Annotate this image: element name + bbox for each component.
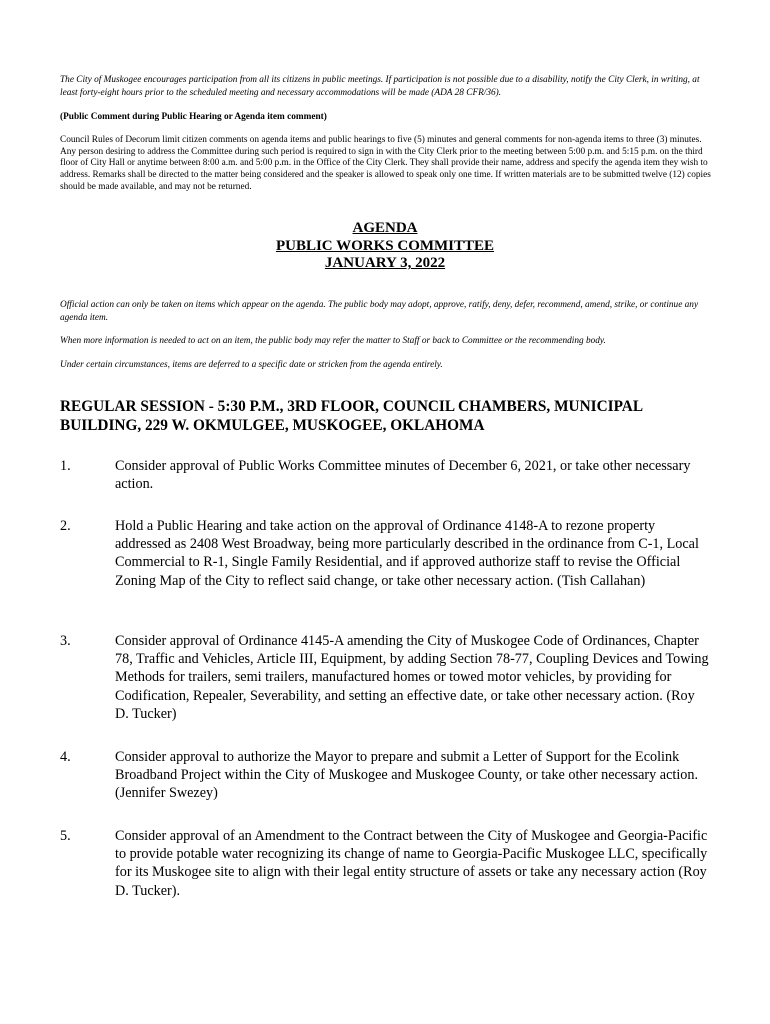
agenda-item-text: Consider approval of Public Works Committee minutes of December 6, 2021, or take other necessary action. [115,458,691,493]
deferred-items-note: Under certain circumstances, items are deferred to a specific date or stricken from the agenda entirely. [60,360,443,370]
agenda-item-number: 4. [60,749,71,765]
agenda-heading: AGENDA [352,220,418,236]
more-info-note: When more information is needed to act on an item, the public body may refer the matter to Staff or back to Committee or the recommending body. [60,336,606,346]
agenda-item-text: Hold a Public Hearing and take action on the approval of Ordinance 4148-A to rezone property addressed as 2408 West Broadway, being more particularly described in the ordinance from C-1, Local Commercial to R-1, Single Family Residential, and if approved authorize staff to revise the Official Zoning Map of the City to reflect said change, or take other necessary action. (Tish Callahan) [115,518,699,589]
agenda-item-text: Consider approval of Ordinance 4145-A amending the City of Muskogee Code of Ordinances, Chapter 78, Traffic and Vehicles, Article III, Equipment, by adding Section 78-77, Coupling Devices and Towing Methods for trailers, semi trailers, manufactured homes or towed motor vehicles, by providing for Codification, Repealer, Severability, and setting an effective date, or take other necessary action. (Roy D. Tucker) [115,633,709,722]
meeting-date: JANUARY 3, 2022 [324,255,446,271]
agenda-item-number: 2. [60,518,71,534]
session-heading: REGULAR SESSION - 5:30 P.M., 3RD FLOOR, COUNCIL CHAMBERS, MUNICIPAL BUILDING, 229 W. OKMULGEE, MUSKOGEE, OKLAHOMA [60,398,643,434]
agenda-item-number: 3. [60,633,71,649]
agenda-item-text: Consider approval to authorize the Mayor to prepare and submit a Letter of Support for the Ecolink Broadband Project within the City of Muskogee and Muskogee County, or take other necessary action. (Jennifer Swezey) [115,749,698,802]
agenda-title-block [0,220,770,273]
agenda-item-text: Consider approval of an Amendment to the Contract between the City of Muskogee and Georgia-Pacific to provide potable water recognizing its change of name to Georgia-Pacific Muskogee LLC, specifically for its Muskogee site to align with their legal entity structure of assets or take any necessary action (Roy D. Tucker). [115,828,708,899]
committee-name: PUBLIC WORKS COMMITTEE [275,237,495,254]
rules-of-decorum: Council Rules of Decorum limit citizen comments on agenda items and public hearings to five (5) minutes and general comments for non-agenda items to three (3) minutes. Any person desiring to address the Committee during such period is required to sign in with the City Clerk prior to the meeting between 5:00 p.m. and 5:15 p.m. on the third floor of City Hall or anytime between 8:00 a.m. and 5:00 p.m. in the Office of the City Clerk. They shall provide their name, address and specify the agenda item they wish to address. Remarks shall be directed to the matter being considered and the speaker is allowed to speak only one time. If written materials are to be submitted twelve (12) copies should be made available, and may not be returned. [60,135,711,192]
official-action-note: Official action can only be taken on items which appear on the agenda. The public body may adopt, approve, ratify, deny, defer, recommend, amend, strike, or continue any agenda item. [60,300,699,323]
accessibility-notice: The City of Muskogee encourages participation from all its citizens in public meetings. If participation is not possible due to a disability, notify the City Clerk, in writing, at least forty-eight hours prior to the scheduled meeting and necessary accommodations will be made (ADA 28 CFR/36). [60,75,700,98]
agenda-item-number: 1. [60,458,71,474]
agenda-item-number: 5. [60,828,71,844]
public-comment-heading: (Public Comment during Public Hearing or Agenda item comment) [60,112,327,122]
